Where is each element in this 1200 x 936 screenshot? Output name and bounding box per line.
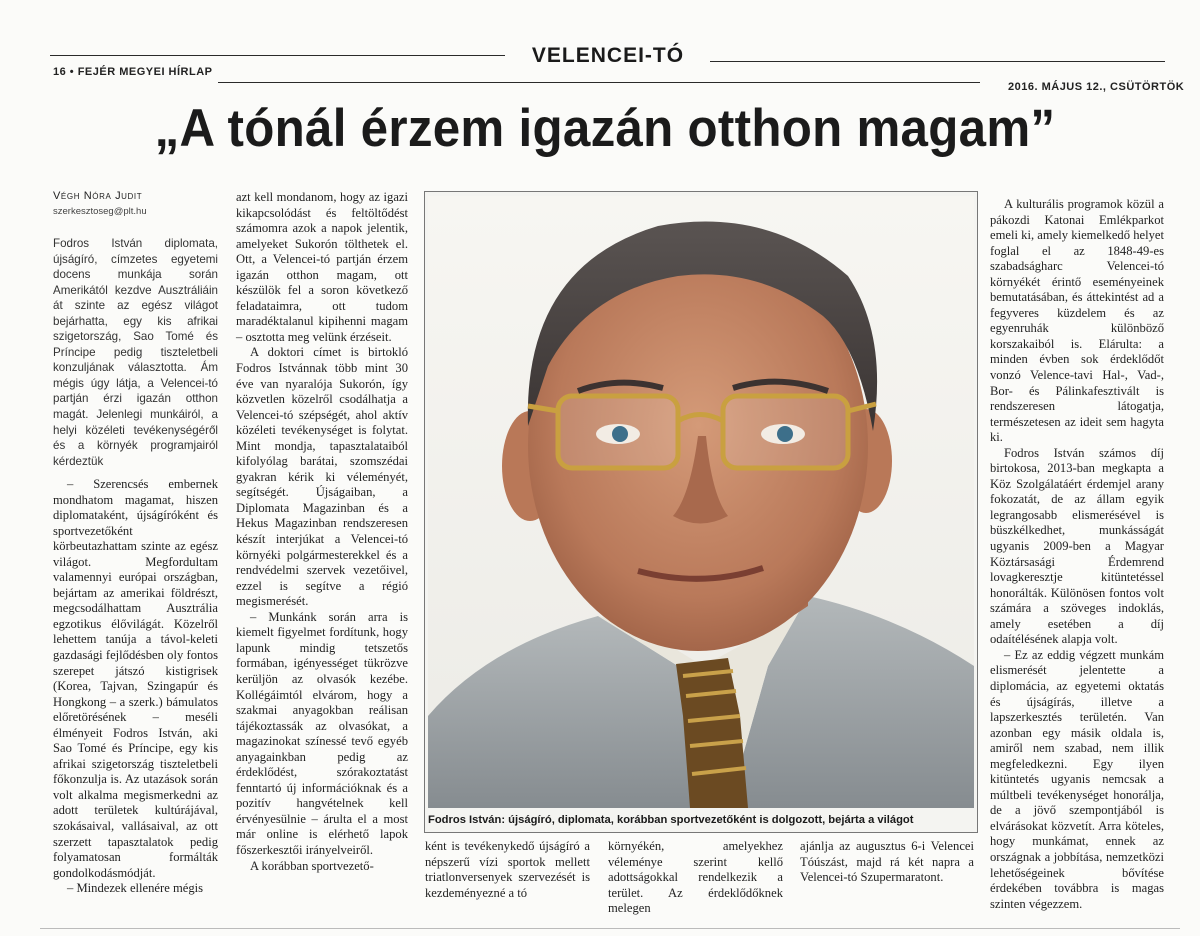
- portrait-illustration: [428, 196, 974, 808]
- lead-paragraph: Fodros István diplomata, újságíró, címzetes egyetemi docens munkája során Amerikától kezdve Ausztráliáin át szinte az egész világot bejárhatta, egy kis afrikai szigetország, Sao Tomé és Príncipe pedig tiszteletbeli konzuljának választotta. Ám mégis úgy látja, a Velencei-tó partján érzi igazán otthon magát. Jelenlegi munkáiról, a helyi közéleti tevékenységéről és a környék programjairól kérdeztük: [53, 237, 218, 468]
- paragraph: A korábban sportvezető-: [250, 858, 374, 873]
- body-column-1: [53, 477, 218, 897]
- body-column-5: [800, 839, 974, 886]
- author-email: szerkesztoseg@plt.hu: [53, 206, 147, 217]
- author-name: Végh Nóra Judit: [53, 190, 143, 202]
- body-column-6: [990, 197, 1164, 912]
- header-rule-left: [50, 55, 505, 56]
- paragraph: Fodros István számos díj birtokosa, 2013-ban megkapta a Köz Szolgálatáért érdemjel arany fokozatát, de az állam egyik legrangosabb elismerésével is büszkélkedhet, munkásságát ugyanis 2009-ben a Magyar Köztársasági Érdemrend lovagkeresztje kitüntetéssel honorálták. Különösen fontos volt számára a szöveges indoklás, amely esetében a díj odaítélésének alapja volt.: [990, 445, 1164, 647]
- paragraph: A doktori címet is birtokló Fodros Istvánnak több mint 30 éve van nyaralója Sukorón, így közvetlen közelről csodálhatja a Velencei-tó szépségét, ahol aktív közéleti tevékenységet is folytat. Mint mondja, tapasztalataiból kifolyólag barátai, szomszédai gyakran kérik ki véleményét, segítségét. Újságaiban, a Diplomata Magazinban és a Hekus Magazinban rendszeresen készít interjúkat a Velencei-tó környéki polgármesterekkel és a rendvédelmi szervek vezetőivel, ezzel is segítve a régió megismerését.: [236, 345, 408, 609]
- page-number-paper-name: 16 • FEJÉR MEGYEI HÍRLAP: [53, 66, 213, 78]
- body-column-3: [425, 839, 590, 901]
- portrait-photo: [428, 196, 974, 808]
- footer-rule: [40, 928, 1180, 929]
- headline: „A tónál érzem igazán otthon magam”: [154, 99, 1056, 158]
- photo-caption: Fodros István: újságíró, diplomata, korábban sportvezetőként is dolgozott, bejárta a világot: [428, 814, 914, 826]
- paragraph: azt kell mondanom, hogy az igazi kikapcsolódást és feltöltődést számomra azok a napok jelentik, amelyeket Sukorón tölthetek el. Ott, a Velencei-tó partján érzem igazán otthon magam, ott készülök fel a soron következő feladataimra, ott tudom maradéktalanul kipihenni magam – osztotta meg velünk érzéseit.: [236, 190, 408, 344]
- paragraph: – Munkánk során arra is kiemelt figyelmet fordítunk, hogy lapunk mindig tetszetős formában, igényességet tükrözve kerüljön az olvasók kezébe. Kollégáimtól elvárom, hogy a szakmai anyagokban reálisan tájékoztassák az olvasókat, a magazinokat színessé tevő egyéb anyagainkban pedig az érdeklődést, szórakoztatást fenntartó új információknak és a pozitív hangvételnek kell érvényesülnie – árulta el a most már online is elérhető lapok főszerkesztői irányelveiről.: [236, 609, 408, 857]
- body-column-2: [236, 190, 408, 874]
- header-rule-bottom: [218, 82, 980, 83]
- section-title: VELENCEI-TÓ: [531, 44, 685, 67]
- paragraph: ajánlja az augusztus 6-i Velencei Tóúszást, majd rá két napra a Velencei-tó Szupermaratont.: [800, 839, 974, 885]
- paragraph: ként is tevékenykedő újságíró a népszerű vízi sportok mellett triatlonversenyek szervezését is kezdeményezné a tó: [425, 839, 590, 900]
- paragraph: környékén, amelyekhez véleménye szerint kellő adottságokkal rendelkezik a terület. Az érdeklődőknek melegen: [608, 839, 783, 916]
- body-column-4: [608, 839, 783, 917]
- header-rule-right: [710, 61, 1165, 62]
- paragraph: A kulturális programok közül a pákozdi Katonai Emlékparkot emeli ki, amely kiemelkedő helyet foglal el az 1848-49-es szabadságharc Velencei-tó környékét érintő eseményeinek bemutatásában, és áttekintést ad a fegyveres küzdelem és az egyenruhák különböző korszakaiból is. Elárulta: a minden évben sok érdeklődőt vonzó Velence-tavi Hal-, Vad-, Bor- és Pálinkafesztivált is rendszeresen látogatja, természetesen az ideit sem hagyta ki.: [990, 197, 1164, 445]
- paragraph: – Mindezek ellenére mégis: [67, 881, 204, 896]
- issue-date: 2016. MÁJUS 12., CSÜTÖRTÖK: [1008, 81, 1185, 93]
- paragraph: – Ez az eddig végzett munkám elismerését jelentette a diplomácia, az egyetemi oktatás és újságírás, illetve a lapszerkesztés területén. Van azonban egy másik oldala is, amiről nem szabad, nem illik megfeledkezni. Egy ilyen kitüntetés ugyanis nemcsak a múltbeli tevékenységet honorálja, de a jövő szempontjából is elvárásokat közvetít. Arra köteles, hogy munkámat, ennek az országnak a jobbítása, nemzetközi lehetőségeinek bővítése érdekében továbbra is magas szinten végezzem.: [990, 647, 1164, 911]
- paragraph: – Szerencsés embernek mondhatom magamat, hiszen diplomataként, újságíróként és sportvezetőként körbeutazhattam szinte az egész világot. Megfordultam valamennyi európai országban, bejártam az amerikai földrészt, megcsodálhattam Ausztrália egzotikus élővilágát. Közelről lehettem tanúja a távol-keleti gazdasági fejlődésben oly fontos szerepet játszó kistigrisek (Korea, Tajvan, Szingapúr és Hongkong – a szerk.) bámulatos előretörésének – meséli élményeit Fodros István, aki Sao Tomé és Príncipe, egy kis afrikai szigetország tiszteletbeli főkonzulja is. Az utazások során volt alkalma megismerkedni az adott területek kultúrájával, szokásaival, vallásaival, az ott szerzett tapasztalatok pedig folyamatosan formálták gondolkodásmódját.: [53, 477, 218, 880]
